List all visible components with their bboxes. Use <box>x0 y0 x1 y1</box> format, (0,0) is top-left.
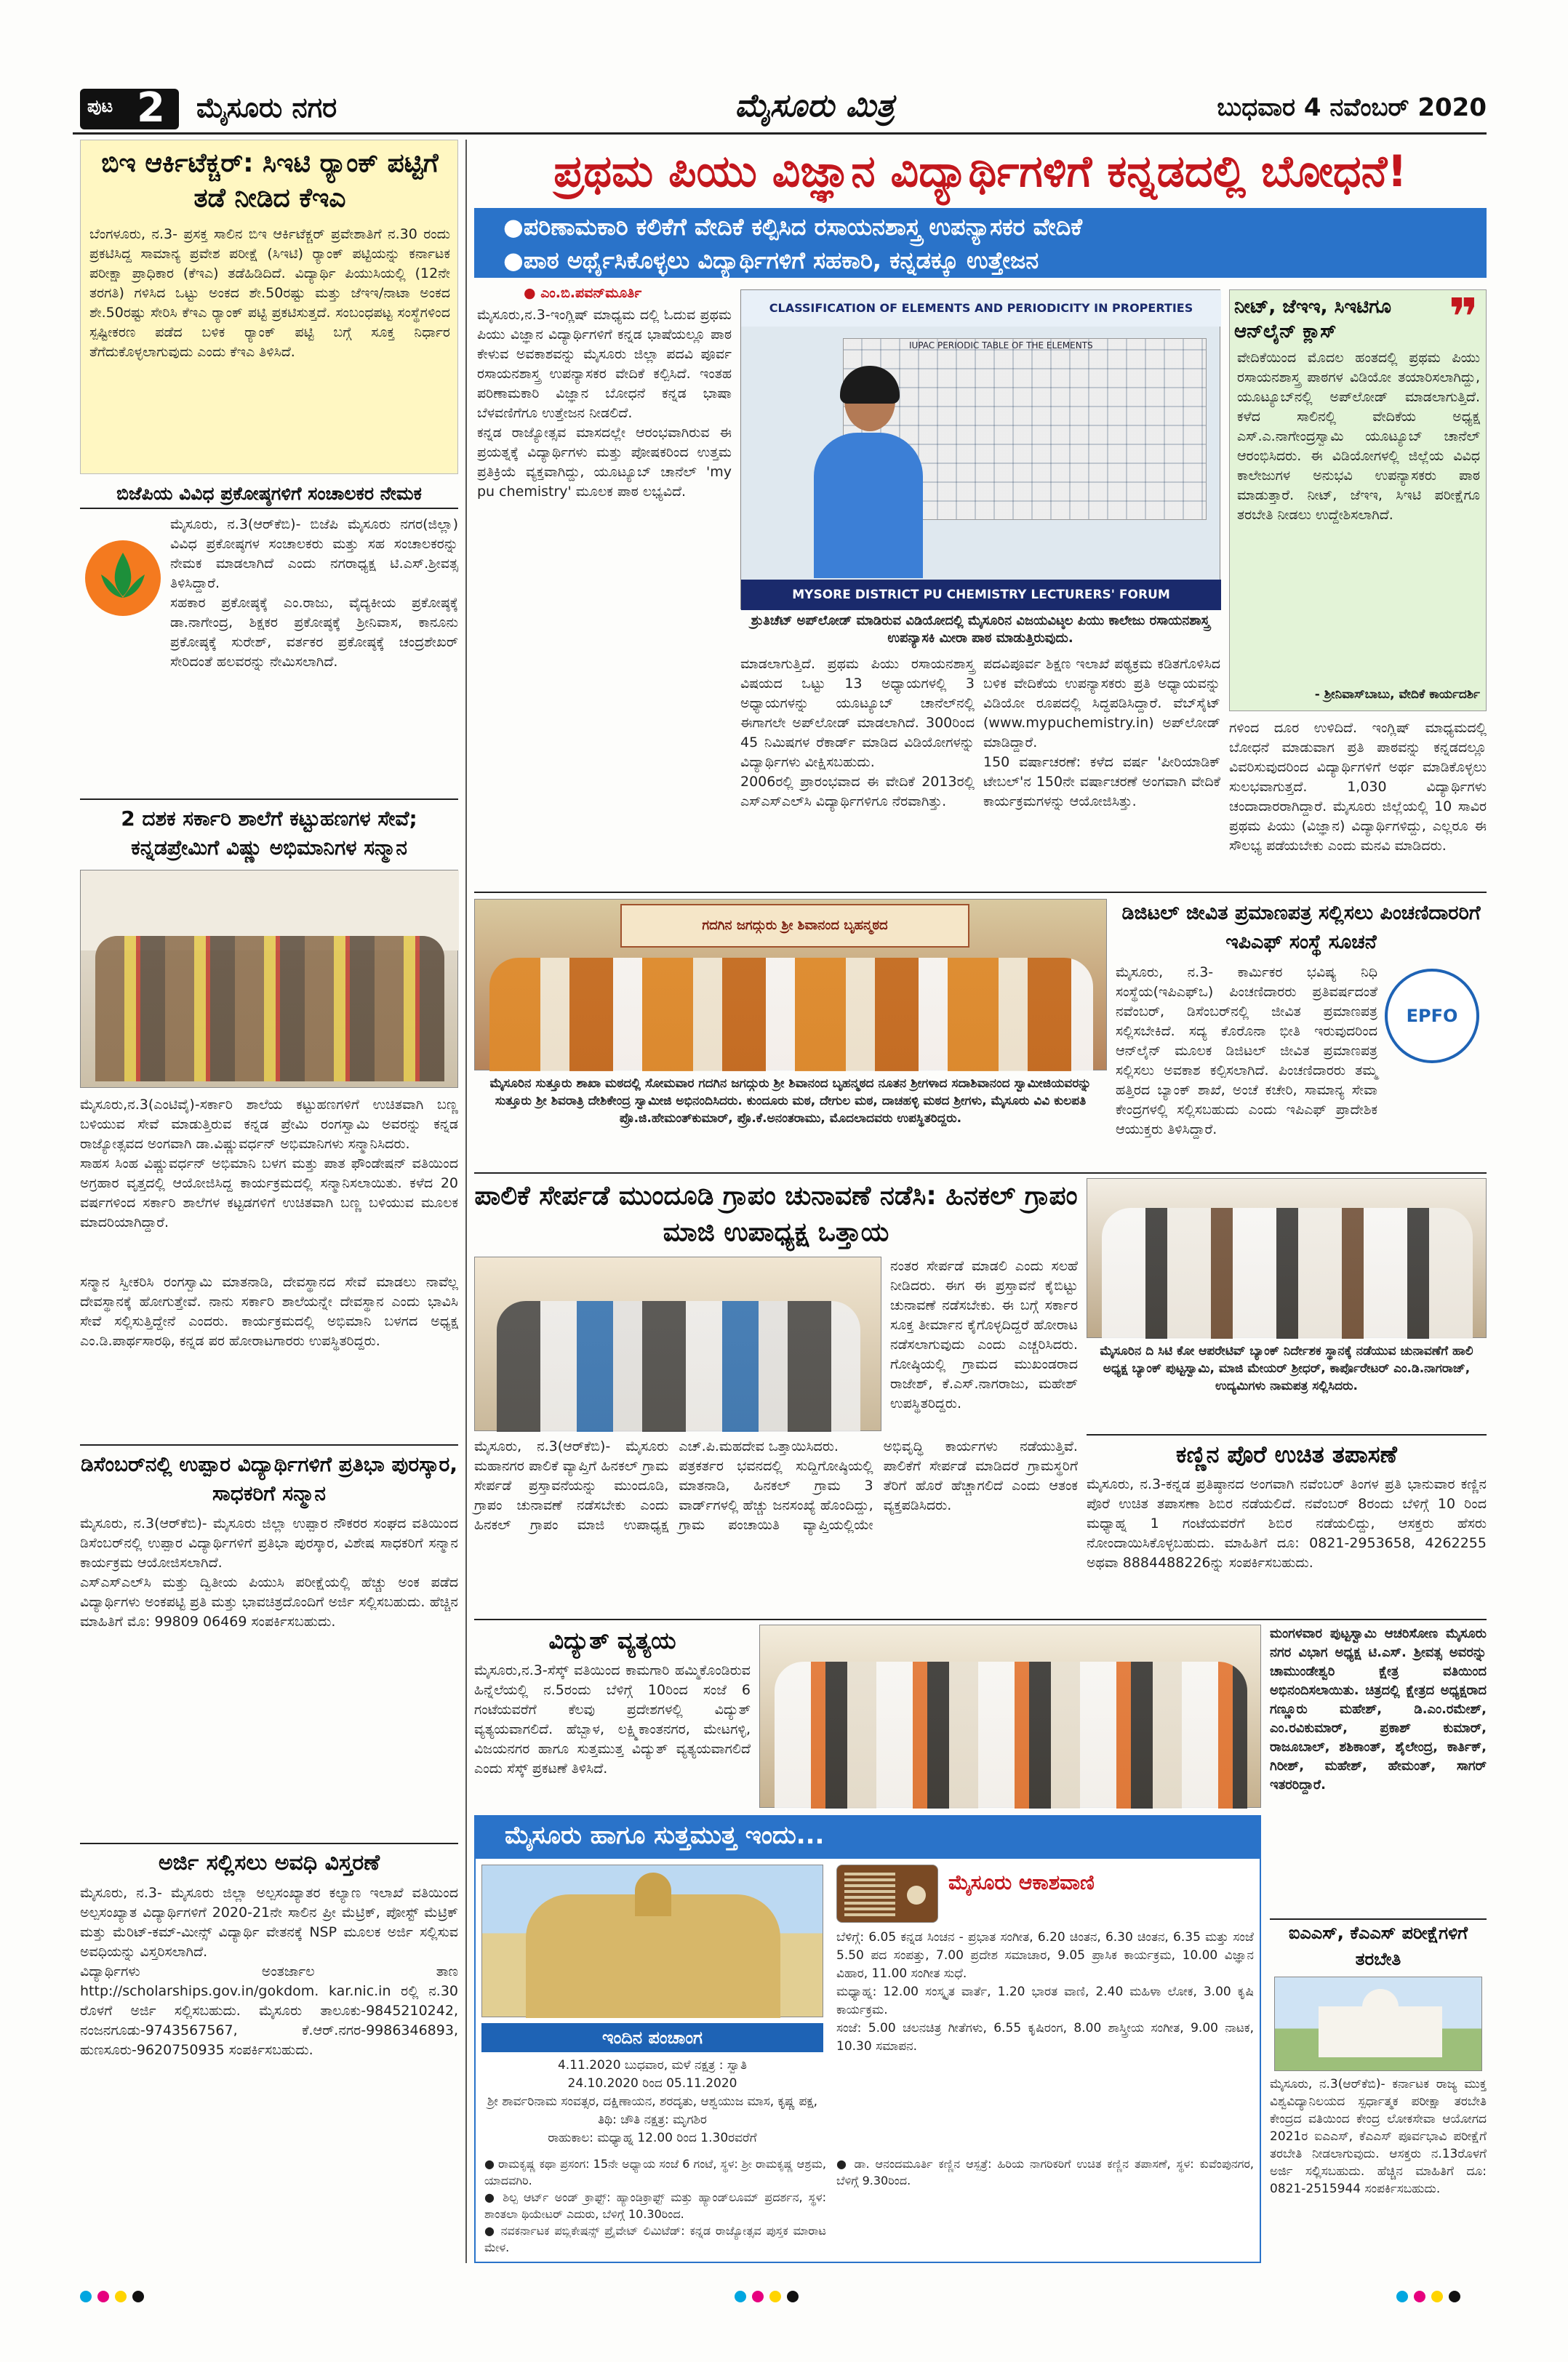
lead-subhead-1: ●ಪರಿಣಾಮಕಾರಿ ಕಲಿಕೆಗೆ ವೇದಿಕೆ ಕಲ್ಪಿಸಿದ ರಸಾಯನಶಾಸ್ತ್ರ ಉಪನ್ಯಾಸಕರ ವೇದಿಕೆ <box>503 213 1083 241</box>
bank-photo-people <box>1102 1208 1473 1339</box>
epfo-logo <box>1385 969 1479 1063</box>
page-number: 2 <box>137 84 165 132</box>
power-top-rule <box>474 1619 1487 1620</box>
palike-body-2: ನಂತರ ಸೇರ್ಪಡೆ ಮಾಡಲಿ ಎಂದು ಸಲಹೆ ನೀಡಿದರು. ಈಗ ಈ ಪ್ರಸ್ತಾವನೆ ಕೈಬಿಟ್ಟು ಚುನಾವಣೆ ನಡೆಸಬೇಕು. ಈ ಬಗ್ಗೆ ಸರ್ಕಾರ ಸೂಕ್ತ ತೀರ್ಮಾನ ಕೈಗೊಳ್ಳದಿದ್ದರೆ ಹೋರಾಟ ನಡೆಸಲಾಗುವುದು ಎಂದು ಎಚ್ಚರಿಸಿದರು. ಗೋಷ್ಠಿಯಲ್ಲಿ ಗ್ರಾಮದ ಮುಖಂಡರಾದ ರಾಜೇಶ್, ಕೆ.ಎಸ್.ನಾಗರಾಜು, ಮಹೇಶ್ ಉಪಸ್ಥಿತರಿದ್ದರು. <box>890 1258 1083 1412</box>
eye-camp-story <box>1087 1434 1492 1614</box>
panchanga-title: ಇಂದಿನ ಪಂಚಾಂಗ <box>602 2027 703 2048</box>
university-dome <box>1362 1989 1399 2011</box>
eye-headline: ಕಣ್ಣಿನ ಪೊರೆ ಉಚಿತ ತಪಾಸಣೆ <box>1176 1441 1397 1468</box>
scholarship-body: ಮೈಸೂರು, ನ.3- ಮೈಸೂರು ಜಿಲ್ಲಾ ಅಲ್ಪಸಂಖ್ಯಾತರ ಕಲ್ಯಾಣ ಇಲಾಖೆ ವತಿಯಿಂದ ಅಲ್ಪಸಂಖ್ಯಾತ ವಿದ್ಯಾರ್ಥಿಗಳಿಗೆ 2020-21ನೇ ಸಾಲಿನ ಪ್ರೀ ಮೆಟ್ರಿಕ್, ಪೋಸ್ಟ್ ಮೆಟ್ರಿಕ್ ಮತ್ತು ಮೆರಿಟ್-ಕಮ್-ಮೀನ್ಸ್ ವಿದ್ಯಾರ್ಥಿ ವೇತನಕ್ಕೆ NSP ಮೂಲಕ ಅರ್ಜಿ ಸಲ್ಲಿಸುವ ಅವಧಿಯನ್ನು ವಿಸ್ತರಿಸಲಾಗಿದೆ. ವಿದ್ಯಾರ್ಥಿಗಳು ಅಂತರ್ಜಾಲ ತಾಣ http://scholarships.gov.in/gokdom. kar.nic.in ರಲ್ಲಿ ನ.30 ರೊಳಗೆ ಅರ್ಜಿ ಸಲ್ಲಿಸಬಹುದು. ಮೈಸೂರು ತಾಲೂಕು-9845210242, ನಂಜನಗೂಡು-9743567567, ಕೆ.ಆರ್.ನಗರ-9986346893, ಹುಣಸೂರು-9620750935 ಸಂಪರ್ಕಿಸಬಹುದು. <box>80 1885 458 2058</box>
radio-body: ಬೆಳಿಗ್ಗೆ: 6.05 ಕನ್ನಡ ಸಿಂಚನ - ಪ್ರಭಾತ ಸಂಗೀತ, 6.20 ಚಿಂತನ, 6.30 ಚಿಂತನ, 6.35 ಮತ್ತು ಸಂಜೆ 5.50 ಪದ ಸಂಪತ್ತು, 7.00 ಪ್ರದೇಶ ಸಮಾಚಾರ, 9.05 ಪ್ರಾಸಿಕ ಕಾರ್ಯಕ್ರಮ, 10.00 ವಿಜ್ಞಾನ ವಿಹಾರ, 11.00 ಸಂಗೀತ ಸುಧೆ. ಮಧ್ಯಾಹ್ನ: 12.00 ಸಂಸ್ಕೃತ ವಾರ್ತೆ, 1.20 ಭಾರತ ವಾಣಿ, 2.40 ಮಹಿಳಾ ಲೋಕ, 3.00 ಕೃಷಿ ಕಾರ್ಯಕ್ರಮ. ಸಂಜೆ: 5.00 ಚಲನಚಿತ್ರ ಗೀತೆಗಳು, 6.55 ಕೃಷಿರಂಗ, 8.00 ಶಾಸ್ತ್ರೀಯ ಸಂಗೀತ, 9.00 ನಾಟಕ, 10.30 ಸಮಾಪನ. <box>836 1930 1254 2054</box>
power-story <box>474 1625 756 1808</box>
lead-photo-caption: ಶ್ರುತಿಚೆಟ್ ಅಪ್‌ಲೋಡ್ ಮಾಡಿರುವ ವಿಡಿಯೋದಲ್ಲಿ ಮೈಸೂರಿನ ವಿಜಯವಿಟ್ಠಲ ಪಿಯು ಕಾಲೇಜು ರಸಾಯನಶಾಸ್ತ್ರ ಉಪನ್ಯಾಸಕಿ ಮೀರಾ ಪಾಠ ಮಾಡುತ್ತಿರುವುದು. <box>751 613 1210 646</box>
neet-quote-by: - ಶ್ರೀನಿವಾಸ್‌ಬಾಬು, ವೇದಿಕೆ ಕಾರ್ಯದರ್ಶಿ <box>1314 687 1480 702</box>
uppara-award-story <box>80 1444 458 1837</box>
epf-story <box>1116 899 1487 1168</box>
press-meet-people <box>497 1301 860 1432</box>
neet-box <box>1229 289 1487 711</box>
registration-dots-center <box>735 2291 804 2305</box>
lead-photo-title: CLASSIFICATION OF ELEMENTS AND PERIODICITY IN PROPERTIES <box>769 301 1193 315</box>
swamiji-figures <box>489 958 1093 1071</box>
architecture-body: ಬೆಂಗಳೂರು, ನ.3- ಪ್ರಸಕ್ತ ಸಾಲಿನ ಬಿಇ ಆರ್ಕಿಟೆಕ್ಚರ್ ಪ್ರವೇಶಾತಿಗೆ ನ.30 ರಂದು ಪ್ರಕಟಿಸಿದ್ದ ಸಾಮಾನ್ಯ ಪ್ರವೇಶ ಪರೀಕ್ಷೆ (ಸಿಇಟಿ) ರ‍್ಯಾಂಕ್ ಪಟ್ಟಿಯನ್ನು ಕರ್ನಾಟಕ ಪರೀಕ್ಷಾ ಪ್ರಾಧಿಕಾರ (ಕೆಇಎ) ತಡೆಹಿಡಿದಿದೆ. ವಿದ್ಯಾರ್ಥಿ ಪಿಯುಸಿಯಲ್ಲಿ (12ನೇ ತರಗತಿ) ಗಳಿಸಿದ ಒಟ್ಟು ಅಂಕದ ಶೇ.50ರಷ್ಟು ಮತ್ತು ಜೆಇಇ/ನಾಟಾ ಅಂಕದ ಶೇ.50ರಷ್ಟು ಸೇರಿಸಿ ಕೆಇಎ ರ‍್ಯಾಂಕ್ ಪಟ್ಟಿ ಪ್ರಕಟಿಸುತ್ತದೆ. ಸಂಬಂಧಪಟ್ಟ ಸಂಸ್ಥೆಗಳಿಂದ ಸ್ಪಷ್ಟೀಕರಣ ಪಡೆದ ಬಳಿಕ ರ‍್ಯಾಂಕ್ ಪಟ್ಟಿ ಬಗ್ಗೆ ಸೂಕ್ತ ನಿರ್ಧಾರ ತೆಗೆದುಕೊಳ್ಳಲಾಗುವುದು ಎಂದು ಕೆಇಎ ತಿಳಿಸಿದೆ. <box>89 226 455 360</box>
scholarship-top-rule <box>80 1843 458 1844</box>
award-body: ಮೈಸೂರು, ನ.3(ಆರ್‌ಕೆಬಿ)- ಮೈಸೂರು ಜಿಲ್ಲಾ ಉಪ್ಪಾರ ನೌಕರರ ಸಂಘದ ವತಿಯಿಂದ ಡಿಸೆಂಬರ್‌ನಲ್ಲಿ ಉಪ್ಪಾರ ವಿದ್ಯಾರ್ಥಿಗಳಿಗೆ ಪ್ರತಿಭಾ ಪುರಸ್ಕಾರ, ವಿಶೇಷ ಸಾಧಕರಿಗೆ ಸನ್ಮಾನ ಕಾರ್ಯಕ್ರಮ ಆಯೋಜಿಸಲಾಗಿದೆ. ಎಸ್ಎಸ್ಎಲ್‌ಸಿ ಮತ್ತು ದ್ವಿತೀಯ ಪಿಯುಸಿ ಪರೀಕ್ಷೆಯಲ್ಲಿ ಹೆಚ್ಚು ಅಂಕ ಪಡೆದ ವಿದ್ಯಾರ್ಥಿಗಳು ಅಂಕಪಟ್ಟಿ ಪ್ರತಿ ಮತ್ತು ಭಾವಚಿತ್ರದೊಂದಿಗೆ ಅರ್ಜಿ ಸಲ್ಲಿಸಬಹುದು. ಹೆಚ್ಚಿನ ಮಾಹಿತಿಗೆ ಮೊ: 99809 06469 ಸಂಪರ್ಕಿಸಬಹುದು. <box>80 1516 458 1630</box>
school-top-rule <box>80 798 458 800</box>
today-banner <box>476 1817 1260 1859</box>
award-top-rule <box>80 1444 458 1446</box>
page-label: ಪುಟ <box>87 96 113 116</box>
swamiji-caption: ಮೈಸೂರಿನ ಸುತ್ತೂರು ಶಾಖಾ ಮಠದಲ್ಲಿ ಸೋಮವಾರ ಗದಗಿನ ಜಗದ್ಗುರು ಶ್ರೀ ಶಿವಾನಂದ ಬೃಹನ್ಮಠದ ನೂತನ ಶ್ರೀಗಳಾದ ಸದಾಶಿವಾನಂದ ಸ್ವಾಮೀಜಿಯವರನ್ನು ಸುತ್ತೂರು ಶ್ರೀ ಶಿವರಾತ್ರಿ ದೇಶಿಕೇಂದ್ರ ಸ್ವಾಮೀಜಿ ಅಭಿನಂದಿಸಿದರು. ಕುಂದೂರು ಮಠ, ದೇಗುಲ ಮಠ, ದಾಚಹಳ್ಳಿ ಮಠದ ಶ್ರೀಗಳು, ಮೈಸೂರು ವಿವಿ ಕುಲಪತಿ ಪ್ರೊ.ಜಿ.ಹೇಮಂತ್‌ಕುಮಾರ್, ಪ್ರೊ.ಕೆ.ಅನಂತರಾಮು, ಮೊದಲಾದವರು ಉಪಸ್ಥಿತರಿದ್ದರು. <box>489 1076 1092 1126</box>
epfo-logo-text: EPFO <box>1406 1006 1458 1026</box>
left-column-rule <box>465 140 467 2263</box>
lecturer-figure <box>807 370 930 574</box>
panchanga-body: 4.11.2020 ಬುಧವಾರ, ಮಳೆ ನಕ್ಷತ್ರ : ಸ್ವಾತಿ 24.10.2020 ರಿಂದ 05.11.2020 ಶ್ರೀ ಶಾರ್ವರಿನಾಮ ಸಂವತ್ಸರ, ದಕ್ಷಿಣಾಯನ, ಶರದೃತು, ಆಶ್ವಯುಜ ಮಾಸ, ಕೃಷ್ಣ ಪಕ್ಷ, ತಿಥಿ: ಚೌತಿ ನಕ್ಷತ್ರ: ಮೃಗಶಿರ ರಾಹುಕಾಲ: ಮಧ್ಯಾಹ್ನ 12.00 ರಿಂದ 1.30ರವರೆಗೆ <box>487 2058 818 2145</box>
bjp-headline: ಬಿಜೆಪಿಯ ವಿವಿಧ ಪ್ರಕೋಷ್ಠಗಳಿಗೆ ಸಂಚಾಲಕರ ನೇಮಕ <box>80 480 458 509</box>
panchanga-banner <box>481 2023 823 2052</box>
today-box <box>474 1815 1261 2263</box>
university-building <box>1319 2006 1442 2057</box>
quote-mark-icon: ❞ <box>1448 287 1479 347</box>
masthead <box>73 84 1487 132</box>
lead-bottom-rule <box>474 892 1487 893</box>
school-body: ಮೈಸೂರು,ನ.3(ಎಂಟಿವೈ)-ಸರ್ಕಾರಿ ಶಾಲೆಯ ಕಟ್ಟುಹಣಗಳಿಗೆ ಉಚಿತವಾಗಿ ಬಣ್ಣ ಬಳಿಯುವ ಸೇವೆ ಮಾಡುತ್ತಿರುವ ಕನ್ನಡ ಪ್ರೇಮಿ ರಂಗಸ್ವಾಮಿ ಅವರನ್ನು ಕನ್ನಡ ರಾಜ್ಯೋತ್ಸವದ ಅಂಗವಾಗಿ ಡಾ.ವಿಷ್ಣುವರ್ಧನ್ ಅಭಿಮಾನಿಗಳು ಸನ್ಮಾನಿಸಿದರು. ಸಾಹಸ ಸಿಂಹ ವಿಷ್ಣುವರ್ಧನ್ ಅಭಿಮಾನಿ ಬಳಗ ಮತ್ತು ಪಾತ ಫೌಂಡೇಷನ್ ವತಿಯಿಂದ ಅಗ್ರಹಾರ ವೃತ್ತದಲ್ಲಿ ಆಯೋಜಿಸಿದ್ದ ಕಾರ್ಯಕ್ರಮದಲ್ಲಿ ಸನ್ಮಾನಿಸಲಾಯಿತು. ಕಳೆದ 20 ವರ್ಷಗಳಿಂದ ಸರ್ಕಾರಿ ಶಾಲೆಗಳ ಕಟ್ಟಡಗಳಿಗೆ ಉಚಿತವಾಗಿ ಬಣ್ಣ ಬಳಿಯುವ ಮೂಲಕ ಮಾದರಿಯಾಗಿದ್ದಾರೆ. <box>80 1097 458 1230</box>
bjp-body: ಮೈಸೂರು, ನ.3(ಆರ್‌ಕೆಬಿ)- ಬಿಜೆಪಿ ಮೈಸೂರು ನಗರ(ಜಿಲ್ಲಾ) ವಿವಿಧ ಪ್ರಕೋಷ್ಠಗಳ ಸಂಚಾಲಕರು ಮತ್ತು ಸಹ ಸಂಚಾಲಕರನ್ನು ನೇಮಕ ಮಾಡಲಾಗಿದೆ ಎಂದು ನಗರಾಧ್ಯಕ್ಷ ಟಿ.ಎಸ್.ಶ್ರೀವತ್ಸ ತಿಳಿಸಿದ್ದಾರೆ. ಸಹಕಾರ ಪ್ರಕೋಷ್ಠಕ್ಕೆ ಎಂ.ರಾಜು, ವೈದ್ಯಕೀಯ ಪ್ರಕೋಷ್ಠಕ್ಕೆ ಡಾ.ನಾಗೇಂದ್ರ, ಶಿಕ್ಷಕರ ಪ್ರಕೋಷ್ಠಕ್ಕೆ ಶ್ರೀನಿವಾಸ, ಕಾನೂನು ಪ್ರಕೋಷ್ಠಕ್ಕೆ ಸುರೇಶ್, ವರ್ತಕರ ಪ್ರಕೋಷ್ಠಕ್ಕೆ ಚಂದ್ರಶೇಖರ್ ಸೇರಿದಂತೆ ಹಲವರನ್ನು ನೇಮಿಸಲಾಗಿದೆ. <box>170 516 458 670</box>
lead-photo-title-bar <box>741 290 1221 327</box>
power-headline: ವಿದ್ಯುತ್ ವ್ಯತ್ಯಯ <box>548 1627 676 1654</box>
ias-body: ಮೈಸೂರು, ನ.3(ಆರ್‌ಕೆಬಿ)- ಕರ್ನಾಟಕ ರಾಜ್ಯ ಮುಕ್ತ ವಿಶ್ವವಿದ್ಯಾನಿಲಯದ ಸ್ಪರ್ಧಾತ್ಮಕ ಪರೀಕ್ಷಾ ತರಬೇತಿ ಕೇಂದ್ರದ ವತಿಯಿಂದ ಕೇಂದ್ರ ಲೋಕಸೇವಾ ಆಯೋಗದ 2021ರ ಐಎಎಸ್, ಕೆಎಎಸ್ ಪೂರ್ವಭಾವಿ ಪರೀಕ್ಷೆಗೆ ತರಬೇತಿ ನೀಡಲಾಗುವುದು. ಆಸಕ್ತರು ನ.13ರೊಳಗೆ ಅರ್ಜಿ ಸಲ್ಲಿಸಬಹುದು. ಹೆಚ್ಚಿನ ಮಾಹಿತಿಗೆ ದೂ: 0821-2515944 ಸಂಪರ್ಕಿಸಬಹುದು. <box>1270 2077 1491 2196</box>
eye-body: ಮೈಸೂರು, ನ.3-ಕನ್ನಡ ಪ್ರತಿಷ್ಠಾನದ ಅಂಗವಾಗಿ ನವೆಂಬರ್ ತಿಂಗಳ ಪ್ರತಿ ಭಾನುವಾರ ಕಣ್ಣಿನ ಪೊರೆ ಉಚಿತ ತಪಾಸಣಾ ಶಿಬಿರ ನಡೆಯಲಿದೆ. ನವೆಂಬರ್ 8ರಂದು ಬೆಳಿಗ್ಗೆ 10 ರಿಂದ ಮಧ್ಯಾಹ್ನ 1 ಗಂಟೆಯವರೆಗೆ ಶಿಬಿರ ನಡೆಯಲಿದ್ದು, ಆಸಕ್ತರು ಹೆಸರು ನೋಂದಾಯಿಸಿಕೊಳ್ಳಬಹುದು. ಮಾಹಿತಿಗೆ ದೂ: 0821-2953658, 4262255 ಅಥವಾ 8884488226ನ್ನು ಸಂಪರ್ಕಿಸಬಹುದು. <box>1087 1476 1492 1571</box>
neet-continuation: ಗಳಿಂದ ದೂರ ಉಳಿದಿದೆ. ಇಂಗ್ಲಿಷ್ ಮಾಧ್ಯಮದಲ್ಲಿ ಬೋಧನೆ ಮಾಡುವಾಗ ಪ್ರತಿ ಪಾಠವನ್ನು ಕನ್ನಡದಲ್ಲೂ ವಿವರಿಸುವುದರಿಂದ ವಿದ್ಯಾರ್ಥಿಗಳಿಗೆ ಅರ್ಥ ಮಾಡಿಕೊಳ್ಳಲು ಸುಲಭವಾಗುತ್ತದೆ. 1,030 ವಿದ್ಯಾರ್ಥಿಗಳು ಚಂದಾದಾರರಾಗಿದ್ದಾರೆ. ಮೈಸೂರು ಜಿಲ್ಲೆಯಲ್ಲಿ 10 ಸಾವಿರ ಪ್ರಥಮ ಪಿಯು (ವಿಜ್ಞಾನ) ವಿದ್ಯಾರ್ಥಿಗಳಿದ್ದು, ಎಲ್ಲರೂ ಈ ಸೌಲಭ್ಯ ಪಡೆಯಬೇಕು ಎಂದು ಮನವಿ ಮಾಡಿದರು. <box>1229 720 1492 854</box>
felicitation-people <box>775 1662 1247 1809</box>
today-events: ● ರಾಮಕೃಷ್ಣ ಕಥಾ ಪ್ರಸಂಗ: 15ನೇ ಅಧ್ಯಾಯ ಸಂಜೆ 6 ಗಂಟೆ, ಸ್ಥಳ: ಶ್ರೀ ರಾಮಕೃಷ್ಣ ಆಶ್ರಮ, ಯಾದವಗಿರಿ. ● ಶಿಲ್ಪ ಆರ್ಟ್ ಅಂಡ್ ಕ್ರಾಫ್ಟ್: ಹ್ಯಾಂಡಿಕ್ರಾಫ್ಟ್ ಮತ್ತು ಹ್ಯಾಂಡ್‌ಲೂಮ್ ಪ್ರದರ್ಶನ, ಸ್ಥಳ: ಶಾಂತಲಾ ಥಿಯೇಟರ್ ಎದುರು, ಬೆಳಿಗ್ಗೆ 10.30ರಿಂದ. ● ನವಕರ್ನಾಟಕ ಪಬ್ಲಿಕೇಷನ್ಸ್ ಪ್ರೈವೇಟ್ ಲಿಮಿಟೆಡ್: ಕನ್ನಡ ರಾಜ್ಯೋತ್ಸವ ಪುಸ್ತಕ ಮಾರಾಟ ಮೇಳ. <box>484 2157 826 2254</box>
bjp-story <box>80 480 458 793</box>
radio-knob <box>907 1886 926 1905</box>
registration-dots-right <box>1396 2291 1466 2305</box>
section-name: ಮೈಸೂರು ನಗರ <box>196 92 337 124</box>
award-headline: ಡಿಸೆಂಬರ್‌ನಲ್ಲಿ ಉಪ್ಪಾರ ವಿದ್ಯಾರ್ಥಿಗಳಿಗೆ ಪ್ರತಿಭಾ ಪುರಸ್ಕಾರ, ಸಾಧಕರಿಗೆ ಸನ್ಮಾನ <box>81 1452 457 1505</box>
neet-title: ನೀಟ್, ಜೆಇಇ, ಸಿಇಟಿಗೂ ಆನ್‌ಲೈನ್ ಕ್ಲಾಸ್ <box>1234 296 1391 343</box>
lead-headline: ಪ್ರಥಮ ಪಿಯು ವಿಜ್ಞಾನ ವಿದ್ಯಾರ್ಥಿಗಳಿಗೆ ಕನ್ನಡದಲ್ಲಿ ಬೋಧನೆ! <box>553 146 1407 197</box>
press-meet-photo <box>474 1257 881 1431</box>
palike-headline: ಪಾಲಿಕೆ ಸೇರ್ಪಡೆ ಮುಂದೂಡಿ ಗ್ರಾಪಂ ಚುನಾವಣೆ ನಡೆಸಿ: ಹಿನಕಲ್ ಗ್ರಾಪಂ ಮಾಜಿ ಉಪಾಧ್ಯಕ್ಷ ಒತ್ತಾಯ <box>474 1181 1078 1247</box>
bank-caption: ಮೈಸೂರಿನ ದಿ ಸಿಟಿ ಕೋ ಆಪರೇಟಿವ್ ಬ್ಯಾಂಕ್ ನಿರ್ದೇಶಕ ಸ್ಥಾನಕ್ಕೆ ನಡೆಯುವ ಚುನಾವಣೆಗೆ ಹಾಲಿ ಅಧ್ಯಕ್ಷ ಬ್ಯಾಂಕ್ ಪುಟ್ಟಸ್ವಾಮಿ, ಮಾಜಿ ಮೇಯರ್ ಶ್ರೀಧರ್, ಕಾರ್ಪೊರೇಟರ್ ಎಂ.ಡಿ.ನಾಗರಾಜ್, ಉದ್ಯಮಿಗಳು ನಾಮಪತ್ರ ಸಲ್ಲಿಸಿದರು. <box>1100 1344 1473 1393</box>
scholarship-story <box>80 1843 458 2265</box>
neet-body: ವೇದಿಕೆಯಿಂದ ಮೊದಲ ಹಂತದಲ್ಲಿ ಪ್ರಥಮ ಪಿಯು ರಸಾಯನಶಾಸ್ತ್ರ ಪಾಠಗಳ ವಿಡಿಯೋ ತಯಾರಿಸಲಾಗಿದ್ದು, ಯೂಟ್ಯೂಬ್‌ನಲ್ಲಿ ಅಪ್‌ಲೋಡ್ ಮಾಡಲಾಗುತ್ತಿದೆ. ಕಳೆದ ಸಾಲಿನಲ್ಲಿ ವೇದಿಕೆಯ ಅಧ್ಯಕ್ಷ ಎಸ್.ಎ.ನಾಗೇಂದ್ರಸ್ವಾಮಿ ಯೂಟ್ಯೂಬ್ ಚಾನೆಲ್ ಆರಂಭಿಸಿದರು. ಈ ವಿಡಿಯೋಗಳಲ್ಲಿ ಜಿಲ್ಲೆಯ ವಿವಿಧ ಕಾಲೇಜುಗಳ ಅನುಭವಿ ಉಪನ್ಯಾಸಕರು ಪಾಠ ಮಾಡುತ್ತಾರೆ. ನೀಟ್, ಜೆಇಇ, ಸಿಇಟಿ ಪರೀಕ್ಷೆಗೂ ತರಬೇತಿ ನೀಡಲು ಉದ್ದೇಶಿಸಲಾಗಿದೆ. <box>1237 350 1485 523</box>
masthead-rule <box>73 132 1487 135</box>
today-banner-text: ಮೈಸೂರು ಹಾಗೂ ಸುತ್ತಮುತ್ತ ಇಂದು... <box>505 1821 825 1850</box>
issue-date: ಬುಧವಾರ 4 ನವೆಂಬರ್ 2020 <box>1217 93 1487 122</box>
radio-title: ಮೈಸೂರು ಆಕಾಶವಾಣಿ <box>948 1870 1095 1894</box>
ias-headline: ಐಎಎಸ್, ಕೆಎಎಸ್ ಪರೀಕ್ಷೆಗಳಿಗೆ ತರಬೇತಿ <box>1270 1918 1487 1971</box>
lead-column-3: ಪದವಿಪೂರ್ವ ಶಿಕ್ಷಣ ಇಲಾಖೆ ಪಠ್ಯಕ್ರಮ ಕಡಿತಗೊಳಿಸಿದ ಬಳಿಕ ವೇದಿಕೆಯ ಉಪನ್ಯಾಸಕರು ಪ್ರತಿ ಅಧ್ಯಾಯವನ್ನು ವಿಡಿಯೋ ರೂಪದಲ್ಲಿ ಸಿದ್ಧಪಡಿಸಿದ್ದಾರೆ. ವೆಬ್‌ಸೈಟ್ (www.mypuchemistry.in) ಅಪ್‌ಲೋಡ್ ಮಾಡಿದ್ದಾರೆ. 150 ವರ್ಷಾಚರಣೆ: ಕಳೆದ ವರ್ಷ 'ಪೀರಿಯಾಡಿಕ್ ಟೇಬಲ್'ನ 150ನೇ ವರ್ಷಾಚರಣೆ ಅಂಗವಾಗಿ ವೇದಿಕೆ ಕಾರ್ಯಕ್ರಮಗಳನ್ನು ಆಯೋಜಿಸಿತ್ತು. <box>983 656 1220 809</box>
radio-image <box>836 1865 938 1923</box>
lead-subhead-bar <box>474 208 1487 278</box>
felicitation-photo <box>759 1625 1261 1808</box>
scholarship-headline: ಅರ್ಜಿ ಸಲ್ಲಿಸಲು ಅವಧಿ ವಿಸ್ತರಣೆ <box>158 1850 380 1875</box>
epf-headline: ಡಿಜಿಟಲ್ ಜೀವಿತ ಪ್ರಮಾಣಪತ್ರ ಸಲ್ಲಿಸಲು ಪಿಂಚಣಿದಾರರಿಗೆ ಇಪಿಎಫ್ ಸಂಸ್ಥೆ ಸೂಚನೆ <box>1121 902 1481 953</box>
radio-grille <box>844 1873 895 1916</box>
bjp-lotus-logo <box>83 538 163 618</box>
school-photo-people <box>95 936 444 1081</box>
lead-photo-footer-bar <box>741 580 1221 610</box>
epf-body: ಮೈಸೂರು, ನ.3- ಕಾರ್ಮಿಕರ ಭವಿಷ್ಯ ನಿಧಿ ಸಂಸ್ಥೆಯ(ಇಪಿಎಫ್‌ಒ) ಪಿಂಚಣಿದಾರರು ಪ್ರತಿವರ್ಷದಂತೆ ನವೆಂಬರ್, ಡಿಸೆಂಬರ್‌ನಲ್ಲಿ ಜೀವಿತ ಪ್ರಮಾಣಪತ್ರ ಸಲ್ಲಿಸಬೇಕಿದೆ. ಸದ್ಯ ಕೊರೊನಾ ಭೀತಿ ಇರುವುದರಿಂದ ಆನ್‌ಲೈನ್ ಮೂಲಕ ಡಿಜಿಟಲ್ ಜೀವಿತ ಪ್ರಮಾಣಪತ್ರ ಸಲ್ಲಿಸಲು ಅವಕಾಶ ಕಲ್ಪಿಸಲಾಗಿದೆ. ಪಿಂಚಣಿದಾರರು ತಮ್ಮ ಹತ್ತಿರದ ಬ್ಯಾಂಕ್ ಶಾಖೆ, ಅಂಚೆ ಕಚೇರಿ, ಸಾಮಾನ್ಯ ಸೇವಾ ಕೇಂದ್ರಗಳಲ್ಲಿ ಸಲ್ಲಿಸಬಹುದು ಎಂದು ಇಪಿಎಫ್ ಪ್ರಾದೇಶಿಕ ಆಯುಕ್ತರು ತಿಳಿಸಿದ್ದಾರೆ. <box>1116 964 1383 1137</box>
palike-body: ಮೈಸೂರು, ನ.3(ಆರ್‌ಕೆಬಿ)- ಮೈಸೂರು ಮಹಾನಗರ ಪಾಲಿಕೆ ವ್ಯಾಪ್ತಿಗೆ ಹಿನಕಲ್ ಗ್ರಾಮ ಸೇರ್ಪಡೆ ಪ್ರಸ್ತಾವನೆಯನ್ನು ಮುಂದೂಡಿ, ಗ್ರಾಪಂ ಚುನಾವಣೆ ನಡೆಸಬೇಕು ಎಂದು ಹಿನಕಲ್ ಗ್ರಾಪಂ ಮಾಜಿ ಉಪಾಧ್ಯಕ್ಷ ಎಚ್.ಪಿ.ಮಹದೇವ ಒತ್ತಾಯಿಸಿದರು. ಪತ್ರಕರ್ತರ ಭವನದಲ್ಲಿ ಸುದ್ದಿಗೋಷ್ಠಿಯಲ್ಲಿ ಮಾತನಾಡಿ, ಹಿನಕಲ್ ಗ್ರಾಮ 3 ವಾರ್ಡ್‌ಗಳಲ್ಲಿ ಹೆಚ್ಚು ಜನಸಂಖ್ಯೆ ಹೊಂದಿದ್ದು, ಗ್ರಾಮ ಪಂಚಾಯಿತಿ ವ್ಯಾಪ್ತಿಯಲ್ಲಿಯೇ ಅಭಿವೃದ್ಧಿ ಕಾರ್ಯಗಳು ನಡೆಯುತ್ತಿವೆ. ಪಾಲಿಕೆಗೆ ಸೇರ್ಪಡೆ ಮಾಡಿದರೆ ಗ್ರಾಮಸ್ಥರಿಗೆ ತೆರಿಗೆ ಹೊರೆ ಹೆಚ್ಚಾಗಲಿದೆ ಎಂದು ಆತಂಕ ವ್ಯಕ್ತಪಡಿಸಿದರು. <box>474 1438 1078 1533</box>
periodic-table-label: IUPAC PERIODIC TABLE OF THE ELEMENTS <box>909 340 1093 351</box>
school-body-2: ಸನ್ಮಾನ ಸ್ವೀಕರಿಸಿ ರಂಗಸ್ವಾಮಿ ಮಾತನಾಡಿ, ದೇವಸ್ಥಾನದ ಸೇವೆ ಮಾಡಲು ನಾವೆಲ್ಲ ದೇವಸ್ಥಾನಕ್ಕೆ ಹೋಗುತ್ತೇವೆ. ನಾನು ಸರ್ಕಾರಿ ಶಾಲೆಯನ್ನೇ ದೇವಸ್ಥಾನ ಎಂದು ಭಾವಿಸಿ ಸೇವೆ ಸಲ್ಲಿಸುತ್ತಿದ್ದೇನೆ ಎಂದರು. ಕಾರ್ಯಕ್ರಮದಲ್ಲಿ ಅಭಿಮಾನಿ ಬಳಗದ ಅಧ್ಯಕ್ಷ ಎಂ.ಡಿ.ಪಾರ್ಥಸಾರಥಿ, ಕನ್ನಡ ಪರ ಹೋರಾಟಗಾರರು ಉಪಸ್ಥಿತರಿದ್ದರು. <box>80 1274 463 1349</box>
today-events-2: ● ಡಾ. ಆನಂದಮೂರ್ತಿ ಕಣ್ಣಿನ ಆಸ್ಪತ್ರೆ: ಹಿರಿಯ ನಾಗರಿಕರಿಗೆ ಉಚಿತ ಕಣ್ಣಿನ ತಪಾಸಣೆ, ಸ್ಥಳ: ಕುವೆಂಪುನಗರ, ಬೆಳಿಗ್ಗೆ 9.30ರಿಂದ. <box>836 2157 1258 2187</box>
architecture-story <box>80 140 458 474</box>
ias-story <box>1270 1918 1491 2263</box>
swamiji-banner <box>620 904 969 948</box>
palace-photo <box>481 1865 823 2017</box>
lead-photo <box>740 289 1220 609</box>
school-photo <box>80 870 458 1088</box>
uppara-body: ಮಂಗಳವಾರ ಪುಟ್ಟಸ್ವಾಮಿ ಆಚರಿಸೋಣ ಮೈಸೂರು ನಗರ ವಿಭಾಗ ಅಧ್ಯಕ್ಷ ಟಿ.ಎಸ್. ಶ್ರೀವತ್ಸ ಅವರನ್ನು ಚಾಮುಂಡೇಶ್ವರಿ ಕ್ಷೇತ್ರ ವತಿಯಿಂದ ಅಭಿನಂದಿಸಲಾಯಿತು. ಚಿತ್ರದಲ್ಲಿ ಕ್ಷೇತ್ರದ ಅಧ್ಯಕ್ಷರಾದ ಗಣ್ಣೂರು ಮಹೇಶ್, ಡಿ.ಎಂ.ರಮೇಶ್, ಎಂ.ರವಿಕುಮಾರ್, ಪ್ರಕಾಶ್ ಕುಮಾರ್, ರಾಜೂಬಾಲ್, ಶಶಿಕಾಂತ್, ಶೈಲೇಂದ್ರ, ಕಾರ್ತಿಕ್, ಗಿರೀಶ್, ಮಹೇಶ್, ಹೇಮಂತ್, ಸಾಗರ್ ಇತರರಿದ್ದಾರೆ. <box>1270 1626 1492 1793</box>
eye-top-rule <box>1087 1434 1487 1436</box>
school-story <box>80 798 463 1438</box>
swamiji-banner-text: ಗದಗಿನ ಜಗದ್ಗುರು ಶ್ರೀ ಶಿವಾನಂದ ಬೃಹನ್ಮಠದ <box>702 918 888 933</box>
palace-tower <box>635 1873 671 1916</box>
lead-column-2: ಮಾಡಲಾಗುತ್ತಿದೆ. ಪ್ರಥಮ ಪಿಯು ರಸಾಯನಶಾಸ್ತ್ರ ವಿಷಯದ ಒಟ್ಟು 13 ಅಧ್ಯಾಯಗಳಲ್ಲಿ 3 ಅಧ್ಯಾಯಗಳನ್ನು ಯೂಟ್ಯೂಬ್ ಚಾನೆಲ್‌ನಲ್ಲಿ ಈಗಾಗಲೇ ಅಪ್‌ಲೋಡ್ ಮಾಡಲಾಗಿದೆ. 300ರಿಂದ 45 ನಿಮಿಷಗಳ ರೆಕಾರ್ಡ್ ಮಾಡಿದ ವಿಡಿಯೋಗಳನ್ನು ವಿದ್ಯಾರ್ಥಿಗಳು ವೀಕ್ಷಿಸಬಹುದು. 2006ರಲ್ಲಿ ಪ್ರಾರಂಭವಾದ ಈ ವೇದಿಕೆ 2013ರಲ್ಲಿ ಎಸ್ಎಸ್ಎಲ್‌ಸಿ ವಿದ್ಯಾರ್ಥಿಗಳಿಗೂ ನೆರವಾಗಿತ್ತು. <box>740 656 975 809</box>
paper-title: ಮೈಸೂರು ಮಿತ್ರ <box>735 87 895 124</box>
university-photo <box>1274 1977 1482 2071</box>
architecture-headline: ಬಿಇ ಆರ್ಕಿಟೆಕ್ಚರ್: ಸಿಇಟಿ ರ‍್ಯಾಂಕ್ ಪಟ್ಟಿಗೆ ತಡೆ ನೀಡಿದ ಕೆಇಎ <box>101 148 439 213</box>
school-headline: 2 ದಶಕ ಸರ್ಕಾರಿ ಶಾಲೆಗೆ ಕಟ್ಟುಹಣಗಳ ಸೇವೆ; ಕನ್ನಡಪ್ರೇಮಿಗೆ ವಿಷ್ಣು ಅಭಿಮಾನಿಗಳ ಸನ್ಮಾನ <box>121 806 417 860</box>
lead-subhead-2: ●ಪಾಠ ಅರ್ಥೈಸಿಕೊಳ್ಳಲು ವಿದ್ಯಾರ್ಥಿಗಳಿಗೆ ಸಹಕಾರಿ, ಕನ್ನಡಕ್ಕೂ ಉತ್ತೇಜನ <box>503 247 1039 274</box>
palike-top-rule <box>474 1172 1487 1174</box>
swamiji-photo <box>474 899 1107 1070</box>
lead-column-1: ಮೈಸೂರು,ನ.3-ಇಂಗ್ಲಿಷ್ ಮಾಧ್ಯಮ ದಲ್ಲಿ ಓದುವ ಪ್ರಥಮ ಪಿಯು ವಿಜ್ಞಾನ ವಿದ್ಯಾರ್ಥಿಗಳಿಗೆ ಕನ್ನಡ ಭಾಷೆಯಲ್ಲೂ ಪಾಠ ಕೇಳುವ ಅವಕಾಶವನ್ನು ಮೈಸೂರು ಜಿಲ್ಲಾ ಪದವಿ ಪೂರ್ವ ರಸಾಯನಶಾಸ್ತ್ರ ಉಪನ್ಯಾಸಕರ ವೇದಿಕೆ ಕಲ್ಪಿಸಿದೆ. ಇಂತಹ ಪರಿಣಾಮಕಾರಿ ವಿಜ್ಞಾನ ಬೋಧನೆ ಕನ್ನಡ ಭಾಷಾ ಬೆಳವಣಿಗೆಗೂ ಉತ್ತೇಜನ ನೀಡಲಿದೆ. ಕನ್ನಡ ರಾಜ್ಯೋತ್ಸವ ಮಾಸದಲ್ಲೇ ಆರಂಭವಾಗಿರುವ ಈ ಪ್ರಯತ್ನಕ್ಕೆ ವಿದ್ಯಾರ್ಥಿಗಳು ಮತ್ತು ಪೋಷಕರಿಂದ ಉತ್ತಮ ಪ್ರತಿಕ್ರಿಯೆ ವ್ಯಕ್ತವಾಗಿದ್ದು, ಯೂಟ್ಯೂಬ್ ಚಾನೆಲ್ 'my pu chemistry' ಮೂಲಕ ಪಾಠ ಲಭ್ಯವಿದೆ. <box>477 307 732 500</box>
paper-logo <box>611 87 1018 131</box>
registration-dots-left <box>80 2291 150 2305</box>
bank-photo <box>1087 1178 1487 1338</box>
lead-headline-box <box>474 140 1487 204</box>
power-body: ಮೈಸೂರು,ನ.3-ಸೆಸ್ಕ್ ವತಿಯಿಂದ ಕಾಮಗಾರಿ ಹಮ್ಮಿಕೊಂಡಿರುವ ಹಿನ್ನೆಲೆಯಲ್ಲಿ ನ.5ರಂದು ಬೆಳಿಗ್ಗೆ 10ರಿಂದ ಸಂಜೆ 6 ಗಂಟೆಯವರೆಗೆ ಕೆಲವು ಪ್ರದೇಶಗಳಲ್ಲಿ ವಿದ್ಯುತ್ ವ್ಯತ್ಯಯವಾಗಲಿದೆ. ಹೆಬ್ಬಾಳ, ಲಕ್ಷ್ಮಿಕಾಂತನಗರ, ಮೇಟಗಳ್ಳಿ, ವಿಜಯನಗರ ಹಾಗೂ ಸುತ್ತಮುತ್ತ ವಿದ್ಯುತ್ ವ್ಯತ್ಯಯವಾಗಲಿದೆ ಎಂದು ಸೆಸ್ಕ್ ಪ್ರಕಟಣೆ ತಿಳಿಸಿದೆ. <box>474 1662 756 1777</box>
palike-story <box>474 1178 1083 1614</box>
lead-byline: ● ಎಂ.ಬಿ.ಪವನ್‌ಮೂರ್ತಿ <box>524 285 642 301</box>
lead-photo-footer: MYSORE DISTRICT PU CHEMISTRY LECTURERS' FORUM <box>792 588 1170 602</box>
